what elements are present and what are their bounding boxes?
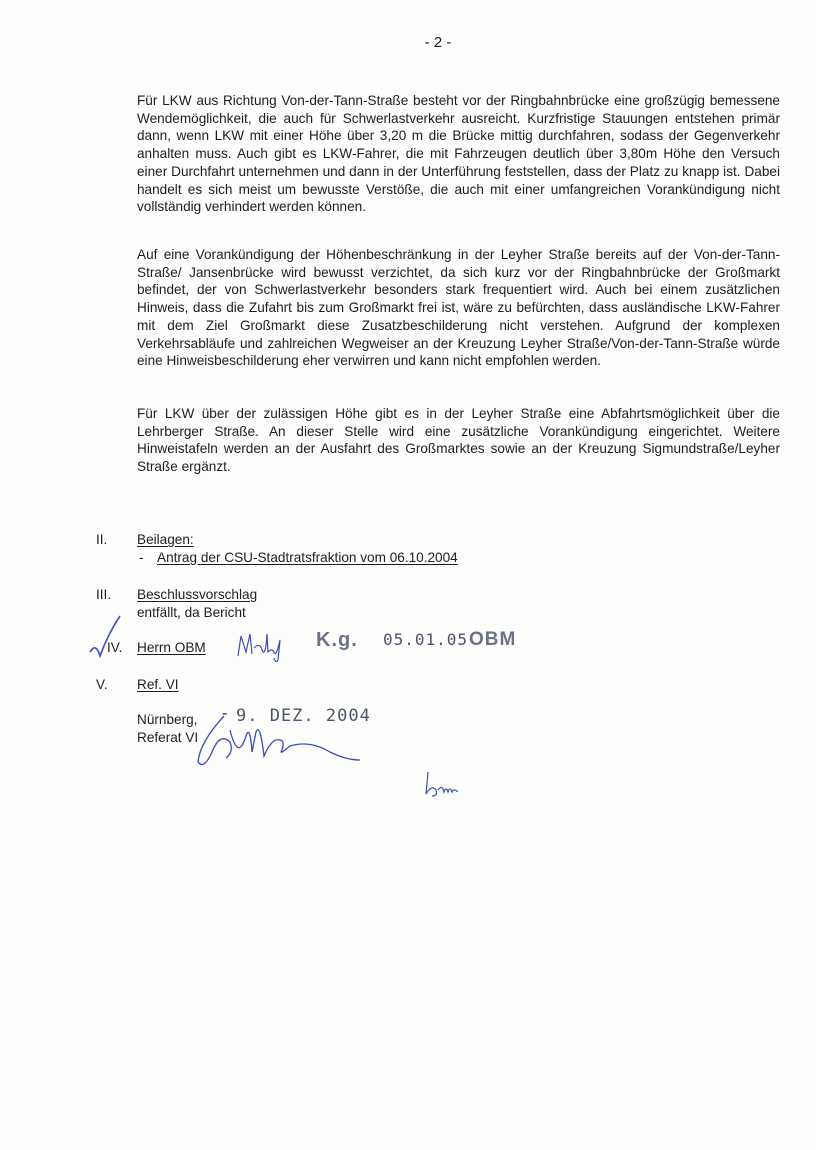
paragraph-abfahrt xyxy=(137,405,780,476)
section-number: V. xyxy=(96,677,108,692)
handwritten-signature xyxy=(190,712,370,772)
check-mark-icon xyxy=(86,612,126,662)
section-heading: Beschlussvorschlag xyxy=(137,587,258,602)
stamp-date: 05.01.05 xyxy=(383,630,469,649)
handwritten-initials-bm xyxy=(424,770,464,802)
signature-place: Nürnberg, xyxy=(137,712,198,727)
date-stamp: 9. DEZ. 2004 xyxy=(236,706,371,726)
page-number: - 2 - xyxy=(424,34,452,51)
stamp-kg: K.g. xyxy=(316,629,358,651)
paragraph-text: Auf eine Vorankündigung der Höhenbeschränkung in der Leyher Straße bereits auf der Von-der-Tann-Straße/ Jansenbrücke wird bewusst verzichtet, da sich kurz vor der Ringbahnbrücke der Großmarkt befindet, der von Schwerlastverkehr besonders stark frequentiert wird. Auch bei einem zusätzlichen Hinweis, dass die Zufahrt bis zum Großmarkt frei ist, wäre zu befürchten, dass ausländische LKW-Fahrer mit dem Ziel Großmarkt diese Zusatzbeschilderung nicht verstehen. Aufgrund der komplexen Verkehrsabläufe und zahlreichen Wegweiser an der Kreuzung Leyher Straße/Von-der-Tann-Straße würde eine Hinweisbeschilderung eher verwirren und kann nicht empfohlen werden. xyxy=(137,247,780,369)
section-label: Ref. VI xyxy=(137,677,179,692)
section-number: III. xyxy=(96,587,112,602)
paragraph-text: Für LKW aus Richtung Von-der-Tann-Straße besteht vor der Ringbahnbrücke eine großzügig bemessene Wendemöglichkeit, die auch für Schwerlastverkehr ausreicht. Kurzfristige Stauungen entstehen primär dann, wenn LKW mit einer Höhe über 3,20 m die Brücke mittig durchfahren, sodass der Gegenverkehr anhalten muss. Auch gibt es LKW-Fahrer, die mit Fahrzeugen deutlich über 3,80m Höhe den Versuch einer Durchfahrt unternehmen und dann in der Unterführung feststellen, dass der Platz zu knapp ist. Dabei handelt es sich meist um bewusste Verstöße, die auch mit einer umfangreichen Vorankündigung nicht vollständig verhindert werden können. xyxy=(137,93,780,215)
attachment-item: Antrag der CSU-Stadtratsfraktion vom 06.10.2004 xyxy=(157,550,458,565)
paragraph-vorankuendigung xyxy=(137,246,780,370)
section-number: II. xyxy=(96,532,108,547)
section-heading: Beilagen: xyxy=(137,532,194,547)
paragraph-text: Für LKW über der zulässigen Höhe gibt es in der Leyher Straße eine Abfahrtsmöglichkeit über die Lehrberger Straße. An dieser Stelle wird eine zusätzliche Vorankündigung eingerichtet. Weitere Hinweistafeln werden an der Ausfahrt des Großmarktes sowie an der Kreuzung Sigmundstraße/Leyher Straße ergänzt. xyxy=(137,406,780,475)
paragraph-wendemoeglichkeit xyxy=(137,92,780,216)
handwritten-initial-maly xyxy=(236,630,286,662)
section-number: IV. xyxy=(107,640,123,655)
section-label: Herrn OBM xyxy=(137,640,206,655)
date-dash: - xyxy=(222,705,228,722)
signature-office: Referat VI xyxy=(137,730,199,745)
stamp-obm: OBM xyxy=(469,629,517,650)
section-text: entfällt, da Bericht xyxy=(137,605,246,620)
list-dash: - xyxy=(139,550,144,565)
